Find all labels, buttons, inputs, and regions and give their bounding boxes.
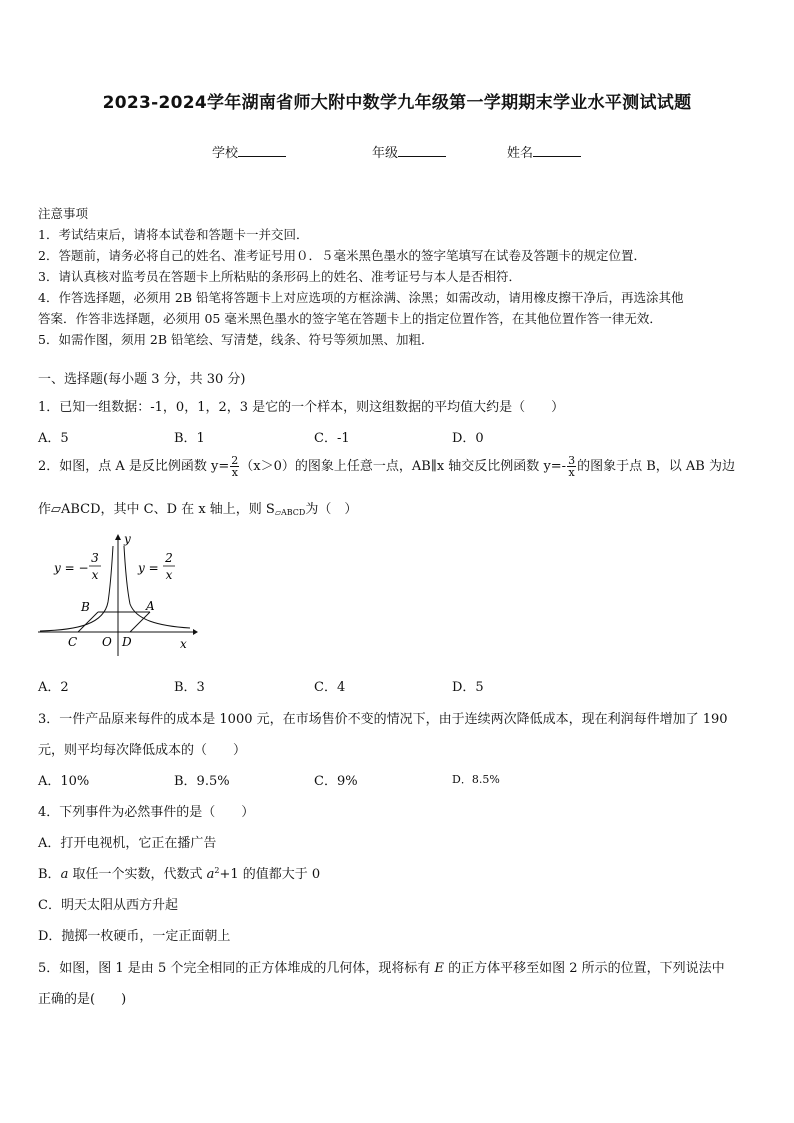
q2-option-c: C．4: [314, 680, 346, 695]
graph-label-right-prefix: y =: [138, 561, 159, 575]
grade-label: 年级: [372, 146, 399, 161]
q4-variable: a: [60, 867, 69, 882]
fraction-denominator: x: [568, 466, 575, 479]
grade-blank: [398, 144, 446, 157]
q4-text: +1 的值都大于 0: [219, 867, 321, 882]
axis-label-y: y: [124, 532, 131, 546]
q2-graph: [38, 532, 198, 656]
point-label-d: D: [122, 635, 132, 649]
notice-section: [38, 203, 758, 350]
q2-fraction-2-over-x: [230, 455, 239, 478]
q1-option-a: A．5: [38, 431, 69, 446]
segment-bc: [78, 612, 98, 632]
y-axis-arrow-icon: [115, 534, 121, 540]
q2-text: 的图象于点 B，以 AB 为边: [577, 459, 735, 474]
q5-text: 5．如图，图 1 是由 5 个完全相同的正方体堆成的几何体，现将标有: [38, 961, 435, 976]
point-label-a: A: [146, 599, 155, 613]
school-label: 学校: [212, 146, 239, 161]
q2-fraction-3-over-x: [567, 455, 576, 478]
curve-y-2-over-x: [124, 546, 190, 628]
school-field: [212, 142, 286, 161]
graph-label-right-numerator: 2: [165, 551, 173, 565]
name-label: 姓名: [507, 146, 534, 161]
q2-option-a: A．2: [38, 680, 69, 695]
q2-text: （x＞0）的图象上任意一点，AB∥x 轴交反比例函数 y=-: [240, 459, 567, 474]
q5-stem-line1: [38, 957, 725, 976]
q2-text: 为（ ）: [305, 502, 358, 517]
graph-label-right-denominator: x: [165, 568, 173, 582]
q1-option-d: D．0: [452, 431, 484, 446]
notice-line: 2．答题前，请务必将自己的姓名、准考证号用０．５毫米黑色墨水的签字笔填写在试卷及答题卡的规定位置．: [38, 248, 646, 263]
q1-option-b: B．1: [174, 431, 205, 446]
notice-line: 3．请认真核对监考员在答题卡上所粘贴的条形码上的姓名、准考证号与本人是否相符．: [38, 269, 521, 284]
fraction-numerator: 3: [568, 454, 576, 467]
q4-stem: 4．下列事件为必然事件的是（ ）: [38, 805, 255, 820]
graph-label-left-denominator: x: [91, 568, 99, 582]
q4-option-b: [38, 863, 320, 882]
segment-ad: [130, 612, 150, 632]
name-blank: [533, 144, 581, 157]
point-label-o: O: [102, 635, 112, 649]
name-field: [507, 142, 581, 161]
q5-stem-line2: 正确的是( ): [38, 992, 127, 1007]
q4-variable: a: [206, 867, 215, 882]
q2-option-b: B．3: [174, 680, 205, 695]
q4-option-d: D．抛掷一枚硬币，一定正面朝上: [38, 929, 231, 944]
point-label-c: C: [68, 635, 78, 649]
notice-line: 5．如需作图，须用 2B 铅笔绘、写清楚，线条、符号等须加黑、加粗．: [38, 332, 434, 347]
school-blank: [238, 144, 286, 157]
q4-exponent: 2: [214, 866, 220, 875]
q2-stem-line2: [38, 498, 357, 517]
fraction-numerator: 2: [231, 454, 239, 467]
q3-stem-line2: 元，则平均每次降低成本的（ ）: [38, 743, 247, 758]
q2-stem-line1: [38, 454, 735, 480]
section-heading: 一、选择题(每小题 3 分，共 30 分): [38, 372, 246, 387]
q1-stem: 1．已知一组数据：-1，0，1，2，3 是它的一个样本，则这组数据的平均值大约是（ ）: [38, 400, 565, 415]
q3-option-a: A．10%: [38, 774, 90, 789]
q5-text: 的正方体平移至如图 2 所示的位置，下列说法中: [443, 961, 725, 976]
q4-option-a: A．打开电视机，它正在播广告: [38, 836, 217, 851]
graph-label-left-prefix: y = −: [54, 561, 89, 575]
notice-line: 4．作答选择题，必须用 2B 铅笔将答题卡上对应选项的方框涂满、涂黑；如需改动，请用橡皮擦干净后，再选涂其他: [38, 290, 684, 305]
q4-text: B．: [38, 867, 61, 882]
q2-text: 2．如图，点 A 是反比例函数 y=: [38, 459, 230, 474]
q3-option-c: C．9%: [314, 774, 358, 789]
notice-line: 1．考试结束后，请将本试卷和答题卡一并交回．: [38, 227, 309, 242]
q4-option-c: C．明天太阳从西方升起: [38, 898, 178, 913]
fraction-denominator: x: [231, 466, 238, 479]
grade-field: [372, 142, 446, 161]
q2-area-subscript: ▱ABCD: [274, 508, 306, 517]
x-axis-arrow-icon: [193, 629, 198, 635]
q2-option-d: D．5: [452, 680, 484, 695]
curve-y-neg-3-over-x: [40, 546, 113, 631]
q4-text: 取任一个实数，代数式: [68, 867, 207, 882]
q3-option-b: B．9.5%: [174, 774, 230, 789]
graph-label-left-numerator: 3: [91, 551, 99, 565]
q5-variable: E: [434, 961, 444, 976]
q3-stem-line1: 3．一件产品原来每件的成本是 1000 元，在市场售价不变的情况下，由于连续两次降低成本，现在利润每件增加了 190: [38, 712, 728, 727]
point-label-b: B: [81, 600, 90, 614]
q1-option-c: C．-1: [314, 431, 350, 446]
exam-title: 2023-2024学年湖南省师大附中数学九年级第一学期期末学业水平测试试题: [102, 93, 692, 113]
notice-line: 答案．作答非选择题，必须用 05 毫米黑色墨水的签字笔在答题卡上的指定位置作答，在其他位置作答一律无效．: [38, 311, 662, 326]
notice-heading: 注意事项: [38, 206, 89, 221]
q2-text: 作▱ABCD，其中 C、D 在 x 轴上，则 S: [38, 502, 275, 517]
axis-label-x: x: [180, 637, 187, 651]
q3-option-d: D．8.5%: [452, 773, 500, 786]
